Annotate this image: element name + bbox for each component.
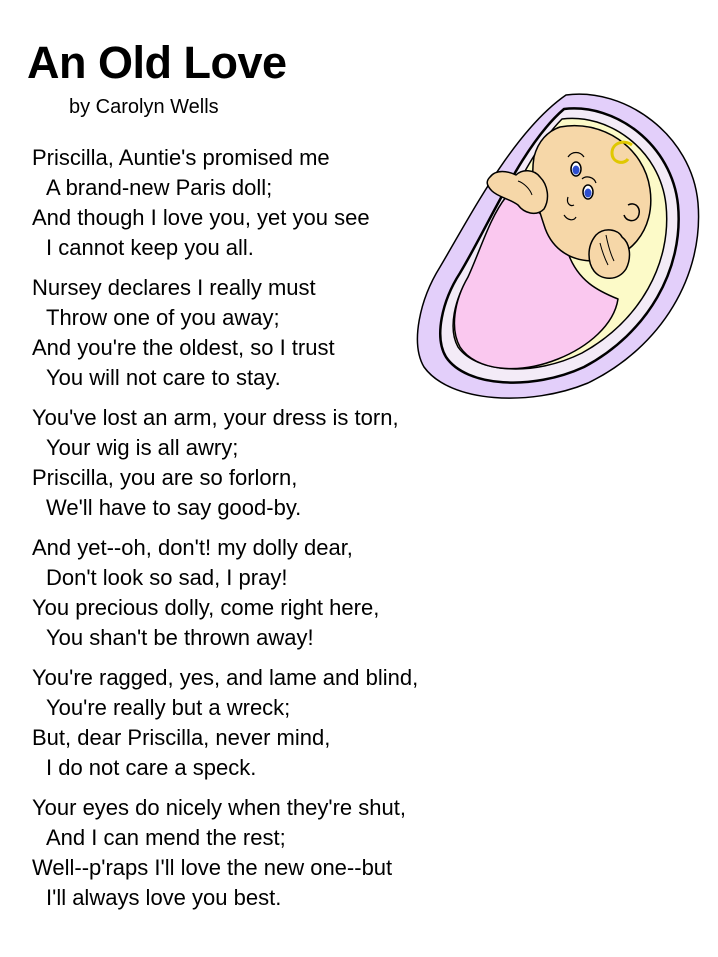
stanza-3 [32,403,552,523]
poem-line: And you're the oldest, so I trust [32,335,335,360]
poem-line: And though I love you, yet you see [32,205,370,230]
stanza-6 [32,793,552,913]
poem-line: Throw one of you away; [46,305,280,330]
poem-line: And I can mend the rest; [46,825,286,850]
poem-line: Well--p'raps I'll love the new one--but [32,855,393,880]
stanza-2 [32,273,552,393]
stanza-5 [32,663,552,783]
author-byline: by Carolyn Wells [69,96,219,118]
poem-line: And yet--oh, don't! my dolly dear, [32,535,353,560]
poem-line: Your wig is all awry; [46,435,239,460]
poem-line: Priscilla, Auntie's promised me [32,145,330,170]
poem-line: You're ragged, yes, and lame and blind, [32,665,419,690]
poem-line: A brand-new Paris doll; [46,175,273,200]
stanza-4 [32,533,552,653]
poem-line: But, dear Priscilla, never mind, [32,725,331,750]
poem-line: You've lost an arm, your dress is torn, [32,405,399,430]
poem-line: Don't look so sad, I pray! [46,565,288,590]
poem-line: Your eyes do nicely when they're shut, [32,795,406,820]
stanza-1 [32,143,552,263]
page-title: An Old Love [27,37,287,88]
poem-line: You will not care to stay. [46,365,281,390]
poem-line: We'll have to say good-by. [46,495,302,520]
poem [32,143,552,923]
poem-line: Nursey declares I really must [32,275,316,300]
poem-line: I'll always love you best. [46,885,282,910]
poem-line: You're really but a wreck; [46,695,291,720]
poem-line: I do not care a speck. [46,755,257,780]
poem-line: I cannot keep you all. [46,235,254,260]
poem-line: You precious dolly, come right here, [32,595,380,620]
poem-line: Priscilla, you are so forlorn, [32,465,298,490]
poem-line: You shan't be thrown away! [46,625,314,650]
